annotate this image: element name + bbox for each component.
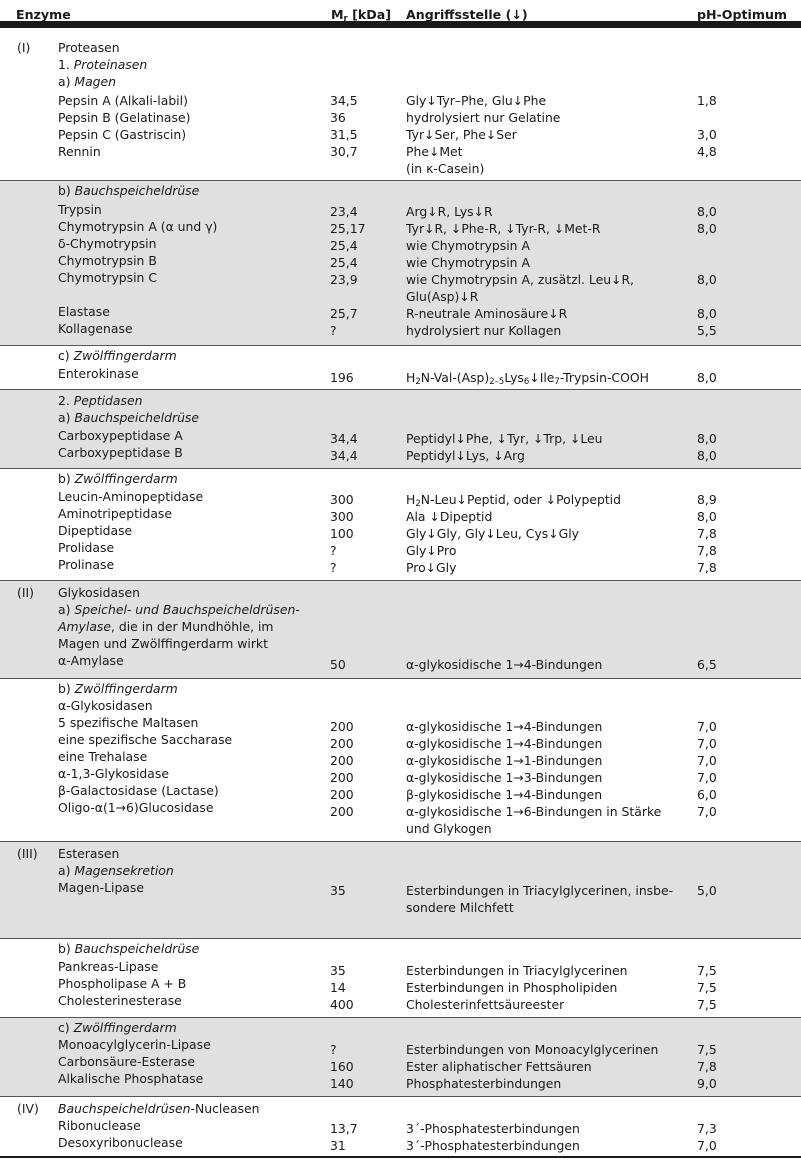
enzyme-name: Aminotripeptidase [58, 506, 173, 521]
organ-name: Zwölffingerdarm [73, 1020, 177, 1035]
enzyme-site: Esterbindungen in Phospholipiden [406, 980, 618, 995]
enzyme-mr: 300 [330, 492, 354, 507]
organ-letter: b) [58, 183, 75, 198]
enzyme-ph: 6,5 [697, 657, 717, 672]
enzyme-ph: 8,0 [697, 509, 717, 524]
enzyme-name: Dipeptidase [58, 523, 133, 538]
table-bottom-rule [0, 1156, 801, 1158]
organ-letter: c) [58, 348, 74, 363]
group-title: Glykosidasen [58, 585, 140, 600]
enzyme-site: Gly↓Pro [406, 543, 457, 558]
subgroup-num: 1. [58, 57, 74, 72]
organ-letter: a) [58, 602, 75, 617]
organ-name: Bauchspeicheldrüse [74, 183, 200, 198]
enzyme-name: α-Glykosidasen [58, 698, 153, 713]
section-proteinasen-magen [0, 35, 801, 181]
enzyme-site: α-glykosidische 1→4-Bindungen [406, 657, 603, 672]
enzyme-ph: 8,0 [697, 448, 717, 463]
group-roman: (I) [17, 40, 31, 55]
enzyme-ph: 5,5 [697, 323, 717, 338]
enzyme-ph: 8,9 [697, 492, 717, 507]
enzyme-mr: ? [330, 323, 337, 338]
enzyme-mr: 200 [330, 736, 354, 751]
formula-sub: 2 [415, 377, 421, 387]
enzyme-site: Ester aliphatischer Fettsäuren [406, 1059, 592, 1074]
enzyme-ph: 7,0 [697, 736, 717, 751]
formula-part: -Trypsin-COOH [559, 370, 649, 385]
enzyme-site: Ala ↓Dipeptid [406, 509, 493, 524]
group-title: Esterasen [58, 846, 120, 861]
enzyme-name: Chymotrypsin A (α und γ) [58, 219, 218, 234]
section-esterasen-zwoelffingerdarm [0, 1018, 801, 1097]
enzyme-site: Cholesterinfettsäureester [406, 997, 565, 1012]
enzyme-name: α-Amylase [58, 653, 124, 668]
group-title: Proteasen [58, 40, 120, 55]
enzyme-name: Carbonsäure-Esterase [58, 1054, 195, 1069]
enzyme-mr: 196 [330, 370, 354, 385]
enzyme-ph: 8,0 [697, 306, 717, 321]
enzyme-ph: 7,0 [697, 804, 717, 819]
formula-sub: 6 [523, 377, 530, 387]
organ-title-cont [58, 618, 274, 635]
header-mr-symbol: M [331, 7, 344, 22]
enzyme-ph: 8,0 [697, 431, 717, 446]
enzyme-site: hydrolysiert nur Kollagen [406, 323, 562, 338]
group-roman: (IV) [17, 1101, 39, 1116]
enzyme-site: Phe↓Met [406, 144, 463, 159]
enzyme-mr: ? [330, 1042, 337, 1057]
formula-sub: 2–5 [489, 377, 505, 387]
enzyme-name: Elastase [58, 304, 110, 319]
enzyme-name: Pepsin C (Gastriscin) [58, 127, 187, 142]
enzyme-mr: 25,4 [330, 238, 358, 253]
enzyme-site: Esterbindungen in Triacylglycerinen [406, 963, 628, 978]
header-site: Angriffsstelle (↓) [406, 7, 528, 22]
enzyme-site: wie Chymotrypsin A, zusätzl. Leu↓R, [406, 272, 634, 287]
section-esterasen-magensekretion [0, 842, 801, 939]
organ-letter: b) [58, 941, 75, 956]
organ-name: Magen [74, 74, 116, 89]
organ-title [58, 601, 300, 618]
enzyme-mr: 100 [330, 526, 354, 541]
enzyme-name: Chymotrypsin B [58, 253, 157, 268]
enzyme-mr: ? [330, 560, 337, 575]
enzyme-name: Carboxypeptidase A [58, 428, 183, 443]
enzyme-ph: 7,0 [697, 770, 717, 785]
enzyme-site: Pro↓Gly [406, 560, 457, 575]
formula-part: N-Val-(Asp) [420, 370, 490, 385]
enzyme-mr: 34,4 [330, 448, 358, 463]
enzyme-ph: 7,5 [697, 997, 717, 1012]
enzyme-mr: 14 [330, 980, 346, 995]
enzyme-name: Monoacylglycerin-Lipase [58, 1037, 211, 1052]
enzyme-name: Cholesterinesterase [58, 993, 182, 1008]
enzyme-mr: 400 [330, 997, 354, 1012]
enzyme-ph: 8,0 [697, 221, 717, 236]
organ-title [58, 680, 178, 697]
enzyme-ph: 7,0 [697, 1138, 717, 1153]
enzyme-site: β-glykosidische 1→4-Bindungen [406, 787, 603, 802]
enzyme-name: Chymotrypsin C [58, 270, 157, 285]
enzyme-name: Rennin [58, 144, 101, 159]
enzyme-site-cont: und Glykogen [406, 821, 492, 836]
section-glykosidasen-zwoelffingerdarm [0, 679, 801, 842]
formula-part: Lys [504, 370, 524, 385]
enzyme-name: Leucin-Aminopeptidase [58, 489, 204, 504]
enzyme-site: α-glykosidische 1→6-Bindungen in Stärke [406, 804, 662, 819]
enzyme-name: Enterokinase [58, 366, 139, 381]
enzyme-ph: 7,0 [697, 719, 717, 734]
enzyme-name: Magen-Lipase [58, 880, 144, 895]
header-ph: pH-Optimum [697, 7, 788, 22]
organ-title [58, 73, 116, 90]
enzyme-mr: 200 [330, 804, 354, 819]
organ-letter: a) [58, 863, 75, 878]
enzyme-site-cont: Glu(Asp)↓R [406, 289, 479, 304]
enzyme-site: 3´-Phosphatesterbindungen [406, 1121, 580, 1136]
formula-part: ↓Ile [529, 370, 555, 385]
enzyme-site: α-glykosidische 1→4-Bindungen [406, 719, 603, 734]
organ-desc: , die in der Mundhöhle, im [111, 619, 274, 634]
enzyme-mr: 200 [330, 753, 354, 768]
organ-name: Bauchspeicheldrüse [74, 941, 200, 956]
header-mr-sub: r [343, 14, 348, 24]
enzyme-mr: 23,4 [330, 204, 358, 219]
enzyme-site: hydrolysiert nur Gelatine [406, 110, 561, 125]
enzyme-name: 5 spezifische Maltasen [58, 715, 199, 730]
enzyme-site: 3´-Phosphatesterbindungen [406, 1138, 580, 1153]
enzyme-ph: 7,8 [697, 526, 717, 541]
enzyme-site: α-glykosidische 1→4-Bindungen [406, 736, 603, 751]
enzyme-mr: 200 [330, 787, 354, 802]
organ-letter: a) [58, 74, 75, 89]
section-proteinasen-bauchspeicheldruese [0, 181, 801, 346]
enzyme-mr: 23,9 [330, 272, 358, 287]
enzyme-name: eine Trehalase [58, 749, 148, 764]
organ-name: Zwölffingerdarm [74, 471, 178, 486]
enzyme-mr: 34,5 [330, 93, 358, 108]
table-header [0, 0, 801, 28]
enzyme-mr: 140 [330, 1076, 354, 1091]
enzyme-name: Pepsin A (Alkali-labil) [58, 93, 188, 108]
enzyme-ph: 7,5 [697, 963, 717, 978]
enzyme-mr: 300 [330, 509, 354, 524]
organ-title [58, 470, 178, 487]
enzyme-mr: 50 [330, 657, 346, 672]
organ-title [58, 862, 174, 879]
enzyme-site: Peptidyl↓Lys, ↓Arg [406, 448, 525, 463]
enzyme-ph: 7,5 [697, 980, 717, 995]
enzyme-name: Pepsin B (Gelatinase) [58, 110, 191, 125]
enzyme-name: Ribonuclease [58, 1118, 141, 1133]
organ-title [58, 347, 177, 364]
enzyme-mr: 34,4 [330, 431, 358, 446]
enzyme-ph: 4,8 [697, 144, 717, 159]
enzyme-site [406, 491, 621, 508]
enzyme-ph: 3,0 [697, 127, 717, 142]
organ-letter: a) [58, 410, 75, 425]
enzyme-site [406, 369, 649, 386]
enzyme-mr: 200 [330, 719, 354, 734]
enzyme-name: eine spezifische Saccharase [58, 732, 233, 747]
organ-name: Amylase [58, 619, 111, 634]
formula-part: H [406, 370, 416, 385]
organ-letter: c) [58, 1020, 74, 1035]
subgroup-title [58, 56, 147, 73]
organ-name: Zwölffingerdarm [74, 681, 178, 696]
enzyme-mr: 200 [330, 770, 354, 785]
organ-name: Magensekretion [74, 863, 174, 878]
organ-letter: b) [58, 471, 75, 486]
organ-letter: b) [58, 681, 75, 696]
enzyme-site-cont: sondere Milchfett [406, 900, 514, 915]
enzyme-name: β-Galactosidase (Lactase) [58, 783, 219, 798]
header-mr-unit: [kDa] [347, 7, 391, 22]
enzyme-site: α-glykosidische 1→1-Bindungen [406, 753, 603, 768]
enzyme-name: Oligo-α(1→6)Glucosidase [58, 800, 214, 815]
organ-title [58, 1019, 177, 1036]
section-glykosidasen-amylase [0, 581, 801, 679]
section-esterasen-bauchspeicheldruese [0, 939, 801, 1018]
enzyme-name: Prolinase [58, 557, 115, 572]
subgroup-name: Proteinasen [73, 57, 148, 72]
enzyme-site: wie Chymotrypsin A [406, 255, 530, 270]
formula-sub: 2 [415, 499, 421, 509]
header-mr [331, 7, 391, 22]
organ-name: Zwölffingerdarm [73, 348, 177, 363]
enzyme-name: Trypsin [58, 202, 102, 217]
enzyme-ph: 7,3 [697, 1121, 717, 1136]
group-title-rest: -Nucleasen [190, 1101, 260, 1116]
enzyme-mr: 160 [330, 1059, 354, 1074]
subgroup-num: 2. [58, 393, 74, 408]
enzyme-mr: ? [330, 543, 337, 558]
section-nucleasen [0, 1097, 801, 1156]
enzyme-ph: 6,0 [697, 787, 717, 802]
enzyme-mr: 36 [330, 110, 346, 125]
enzyme-site: Esterbindungen in Triacylglycerinen, insbe- [406, 883, 674, 898]
enzyme-ph: 7,8 [697, 560, 717, 575]
group-roman: (III) [17, 846, 38, 861]
subgroup-name: Peptidasen [73, 393, 143, 408]
enzyme-site: R-neutrale Aminosäure↓R [406, 306, 568, 321]
enzyme-ph: 9,0 [697, 1076, 717, 1091]
subgroup-title [58, 392, 142, 409]
enzyme-site: Gly↓Tyr–Phe, Glu↓Phe [406, 93, 547, 108]
enzyme-name: α-1,3-Glykosidase [58, 766, 169, 781]
enzyme-name: Kollagenase [58, 321, 133, 336]
formula-part: N-Leu↓Peptid, oder ↓Polypeptid [420, 492, 621, 507]
enzyme-name: Desoxyribonuclease [58, 1135, 183, 1150]
enzyme-mr: 30,7 [330, 144, 358, 159]
enzyme-ph: 1,8 [697, 93, 717, 108]
enzyme-site: wie Chymotrypsin A [406, 238, 530, 253]
section-peptidasen-bauchspeicheldruese [0, 390, 801, 469]
enzyme-name: Carboxypeptidase B [58, 445, 183, 460]
enzyme-site: Esterbindungen von Monoacylglycerinen [406, 1042, 659, 1057]
enzyme-site: Gly↓Gly, Gly↓Leu, Cys↓Gly [406, 526, 580, 541]
enzyme-ph: 7,0 [697, 753, 717, 768]
section-peptidasen-zwoelffingerdarm [0, 469, 801, 581]
enzyme-site-cont: (in κ-Casein) [406, 161, 485, 176]
header-enzyme: Enzyme [16, 7, 71, 22]
organ-name: Speichel- und Bauchspeicheldrüsen- [74, 602, 300, 617]
group-title-italic: Bauchspeicheldrüsen [58, 1101, 191, 1116]
enzyme-name: δ-Chymotrypsin [58, 236, 157, 251]
enzyme-name: Alkalische Phosphatase [58, 1071, 204, 1086]
enzyme-site: Tyr↓R, ↓Phe-R, ↓Tyr-R, ↓Met-R [406, 221, 601, 236]
enzyme-ph: 7,8 [697, 1059, 717, 1074]
organ-desc: Magen und Zwölffingerdarm wirkt [58, 636, 268, 651]
enzyme-mr: 25,7 [330, 306, 358, 321]
section-proteinasen-zwoelffingerdarm [0, 346, 801, 390]
organ-name: Bauchspeicheldrüse [74, 410, 199, 425]
enzyme-ph: 8,0 [697, 370, 717, 385]
enzyme-mr: 31 [330, 1138, 346, 1153]
enzyme-site: α-glykosidische 1→3-Bindungen [406, 770, 603, 785]
organ-title [58, 940, 199, 957]
group-roman: (II) [17, 585, 34, 600]
enzyme-mr: 25,4 [330, 255, 358, 270]
enzyme-name: Prolidase [58, 540, 115, 555]
group-title [58, 1100, 259, 1117]
enzyme-ph: 8,0 [697, 204, 717, 219]
enzyme-mr: 25,17 [330, 221, 366, 236]
organ-title [58, 182, 199, 199]
formula-part: H [406, 492, 416, 507]
enzyme-mr: 35 [330, 963, 346, 978]
enzyme-site: Phosphatesterbindungen [406, 1076, 562, 1091]
organ-title [58, 409, 199, 426]
enzyme-name: Pankreas-Lipase [58, 959, 159, 974]
enzyme-mr: 35 [330, 883, 346, 898]
enzyme-site: Arg↓R, Lys↓R [406, 204, 493, 219]
enzyme-mr: 13,7 [330, 1121, 358, 1136]
enzyme-site: Peptidyl↓Phe, ↓Tyr, ↓Trp, ↓Leu [406, 431, 603, 446]
enzyme-ph: 7,5 [697, 1042, 717, 1057]
enzyme-ph: 7,8 [697, 543, 717, 558]
enzyme-ph: 5,0 [697, 883, 717, 898]
formula-sub: 7 [554, 377, 560, 387]
enzyme-site: Tyr↓Ser, Phe↓Ser [406, 127, 517, 142]
enzyme-mr: 31,5 [330, 127, 358, 142]
enzyme-ph: 8,0 [697, 272, 717, 287]
enzyme-name: Phospholipase A + B [58, 976, 187, 991]
